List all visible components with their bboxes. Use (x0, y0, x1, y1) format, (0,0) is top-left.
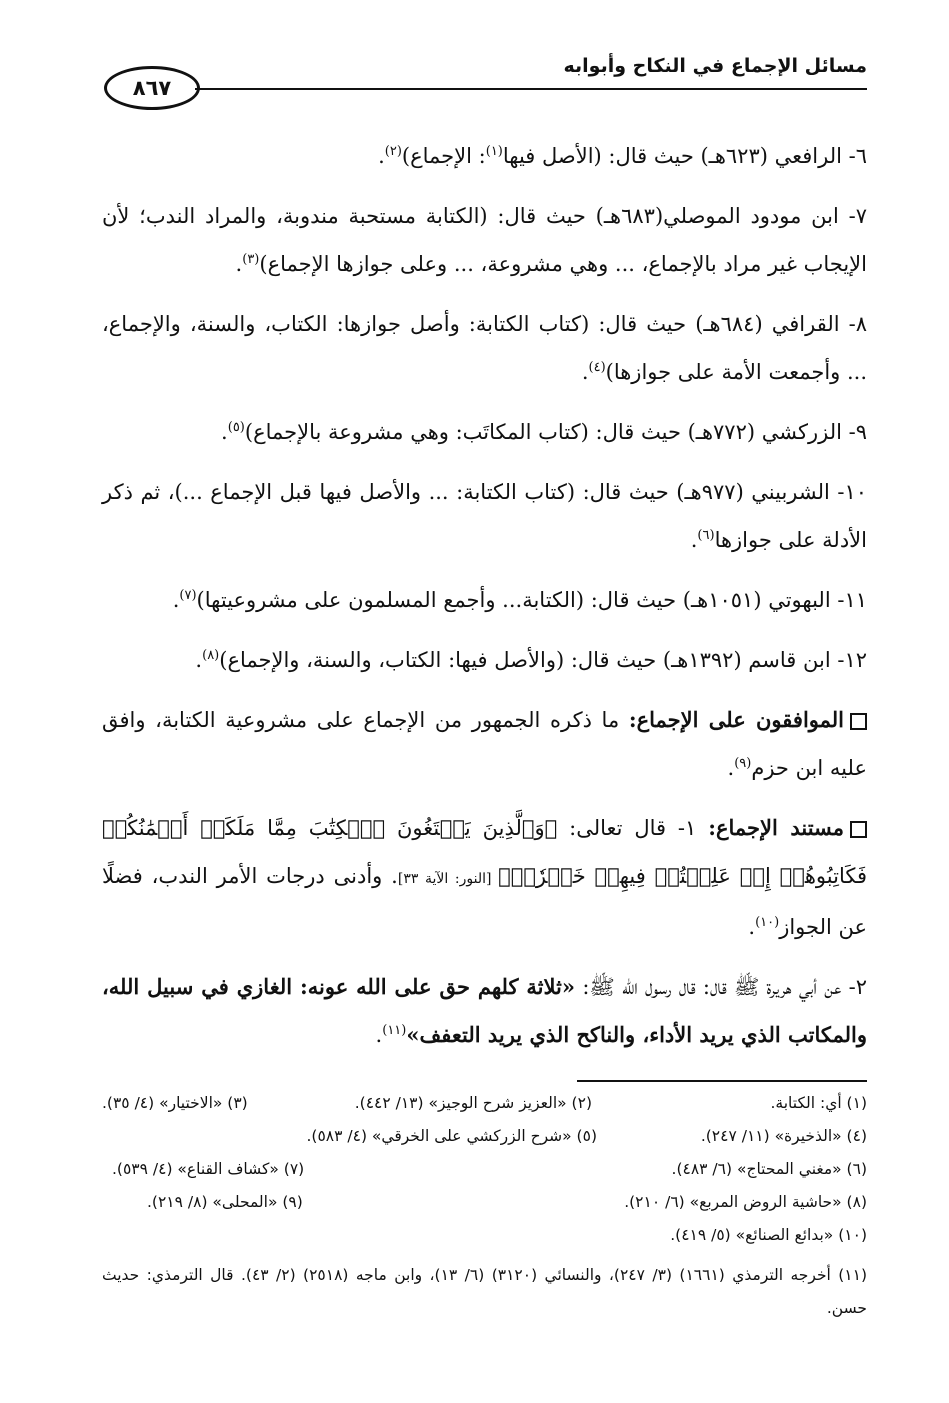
footnote-ref: (٣) (242, 252, 260, 267)
period: . (581, 360, 589, 384)
paragraph-text: : الإجماع) (401, 144, 486, 168)
verse-reference: [النور: الآية ٣٣] (397, 871, 499, 887)
footnote-ref: (٨) (202, 648, 220, 663)
section-label: الموافقون على الإجماع: (628, 707, 845, 732)
footnote-ref: (٤) (588, 360, 606, 375)
paragraph-text: ١١- البهوتي (١٠٥١هـ) حيث قال: (الكتابة... وأجمع المسلمون على مشروعيتها) (196, 588, 867, 612)
page-number-badge (104, 66, 200, 110)
footnote-ref: (٦) (697, 528, 715, 543)
footnote: (٩) «المحلى» (٨/ ٢١٩). (147, 1193, 303, 1211)
footnote: (١١) أخرجه الترمذي (١٦٦١) (٣/ ٢٤٧)، والنسائي (٣١٢٠) (٦/ ١٣)، وابن ماجه (٢٥١٨) (٢/ ٤٣). قال الترمذي: حديث حسن. (102, 1266, 868, 1317)
footnote: (٦) «مغني المحتاج» (٦/ ٤٨٣). (671, 1160, 867, 1178)
period: . (195, 648, 203, 672)
footnote-rule (577, 1080, 867, 1082)
consensus-basis (102, 804, 867, 951)
footnote: (٨) «حاشية الروض المربع» (٦/ ٢١٠). (624, 1193, 867, 1211)
footnote-ref: (١١) (382, 1023, 407, 1038)
footnote-row (102, 1160, 867, 1193)
footnote: (١) أي: الكتابة. (770, 1094, 867, 1112)
checkbox-square-icon (850, 713, 867, 730)
paragraph-6 (102, 132, 867, 180)
footnotes (102, 1094, 867, 1325)
footnote-row (102, 1094, 867, 1127)
paragraph-12 (102, 636, 867, 684)
quran-verse: ﴿وَٱلَّذِينَ يَبۡتَغُونَ ٱلۡكِتَٰبَ مِمَّا مَلَكَتۡ أَيۡمَٰنُكُمۡ فَكَاتِبُوهُمۡ إِنۡ عَلِمۡتُمۡ فِيهِمۡ خَيۡرٗاۖ﴾ (102, 816, 867, 888)
paragraph-9 (102, 408, 867, 456)
footnote-ref: (١٠) (755, 915, 780, 930)
footnote: (٥) «شرح الزركشي على الخرقي» (٤/ ٥٨٣). (306, 1127, 597, 1145)
period: . (690, 528, 698, 552)
paragraph-text: ٩- الزركشي (٧٧٢هـ) حيث قال: (كتاب المكاتَب: وهي مشروعة بالإجماع) (244, 420, 867, 444)
paragraph-11 (102, 576, 867, 624)
paragraph-text: ٢- عن أبي هريرة ﷺ قال: قال رسول الله ﷺ: (575, 975, 868, 999)
paragraph-text: ٨- القرافي (٦٨٤هـ) حيث قال: (كتاب الكتابة: وأصل جوازها: الكتاب، والسنة، والإجماع، ... وأجمعت الأمة على جوازها) (102, 312, 867, 384)
footnote-ref: (٢) (384, 144, 402, 159)
checkbox-square-icon (850, 821, 867, 838)
footnote-ref: (٩) (734, 756, 752, 771)
footnote: (١٠) «بدائع الصنائع» (٥/ ٤١٩). (670, 1226, 867, 1244)
paragraph-7 (102, 192, 867, 288)
paragraph-text: ١٢- ابن قاسم (١٣٩٢هـ) حيث قال: (والأصل فيها: الكتاب، والسنة، والإجماع) (219, 648, 867, 672)
running-header-title: مسائل الإجماع في النكاح وأبوابه (563, 55, 867, 77)
main-text (102, 132, 867, 1071)
footnote-ref: (٧) (179, 588, 197, 603)
footnote-ref: (١) (485, 144, 503, 159)
page-number: ٨٦٧ (132, 76, 172, 100)
footnote: (٧) «كشاف القناع» (٤/ ٥٣٩). (112, 1160, 305, 1178)
paragraph-text: ما ذكره الجمهور من الإجماع على مشروعية الكتابة، وافق عليه ابن حزم (102, 708, 867, 780)
paragraph-text: . وأدنى درجات الأمر الندب، فضلًا عن الجواز (102, 864, 867, 939)
footnote: (٤) «الذخيرة» (١١/ ٢٤٧). (700, 1127, 867, 1145)
footnote-ref: (٥) (227, 420, 245, 435)
period: . (727, 756, 735, 780)
period: . (378, 144, 385, 168)
footnote-row (102, 1127, 867, 1160)
period: . (172, 588, 180, 612)
paragraph-text: ٦- الرافعي (٦٢٣هـ) حيث قال: (الأصل فيها (502, 144, 867, 168)
footnote: (٣) «الاختيار» (٤/ ٣٥). (102, 1094, 248, 1112)
paragraph-8 (102, 300, 867, 396)
period: . (235, 252, 243, 276)
period: . (748, 915, 756, 939)
section-label: مستند الإجماع: (708, 815, 845, 840)
paragraph-text: ١٠- الشربيني (٩٧٧هـ) حيث قال: (كتاب الكتابة: ... والأصل فيها قبل الإجماع ...)، ثم ذكر الأدلة على جوازها (102, 480, 868, 552)
paragraph-10 (102, 468, 867, 564)
hadith-paragraph (102, 963, 867, 1059)
footnote: (٢) «العزيز شرح الوجيز» (١٣/ ٤٤٢). (354, 1094, 592, 1112)
paragraph-text: ٧- ابن مودود الموصلي(٦٨٣هـ) حيث قال: (الكتابة مستحبة مندوبة، والمراد الندب؛ لأن الإيجاب غير مراد بالإجماع، ... وهي مشروعة، ... وعلى جوازها الإجماع) (102, 204, 867, 276)
hadith-text: «ثلاثة كلهم حق على الله عونه: الغازي في سبيل الله، والمكاتب الذي يريد الأداء، والناكح الذي يريد التعفف» (102, 974, 867, 1047)
paragraph-text: ١- قال تعالى: (557, 816, 709, 840)
footnote-row (102, 1193, 867, 1226)
period: . (375, 1023, 383, 1047)
header-rule (195, 88, 867, 90)
footnote-row (102, 1226, 867, 1259)
consensus-agreers (102, 696, 867, 792)
period: . (221, 420, 228, 444)
